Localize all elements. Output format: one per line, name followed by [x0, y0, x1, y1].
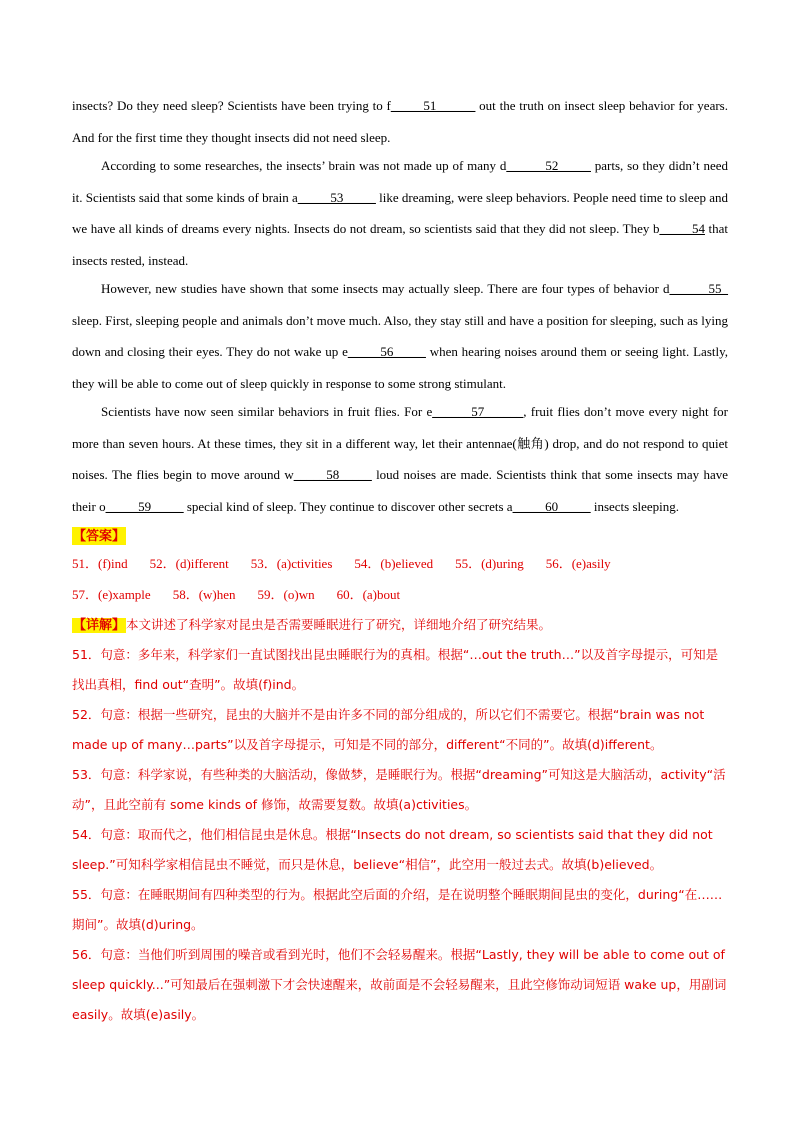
blank-54: _____54 — [659, 221, 705, 236]
explanation-item-52: 52．句意：根据一些研究，昆虫的大脑并不是由许多不同的部分组成的，所以它们不需要它。根据“brain was not made up of many…parts”以及首字母提示，可知是不同的部分，different“不同的”。故填(d)ifferent。 — [72, 707, 705, 752]
explanation-item-53: 53．句意：科学家说，有些种类的大脑活动，像做梦，是睡眠行为。根据“dreaming”可知这是大脑活动，activity“活动”，且此空前有 some kinds of 修饰，故需要复数。故填(a)ctivities。 — [72, 767, 726, 812]
explanation-item-55: 55．句意：在睡眠期间有四种类型的行为。根据此空后面的介绍，是在说明整个睡眠期间昆虫的变化，during“在……期间”。故填(d)uring。 — [72, 887, 723, 932]
blank-52: ______52_____ — [506, 158, 591, 173]
blank-60: _____60_____ — [512, 498, 591, 514]
blank-59: _____59_____ — [105, 498, 184, 514]
passage-text: sleep. First, sleeping people and animals don’t move much. Also, they stay still and have a position for sleeping, such as lying down and closing their eyes. They do not wake up e — [72, 312, 728, 359]
passage-text: that insects rested, instead. — [72, 221, 729, 268]
passage-text: Scientists have now seen similar behaviors in fruit flies. For e — [101, 404, 433, 419]
answer-item: 52．(d)ifferent — [149, 556, 229, 571]
blank-53: _____53_____ — [297, 189, 376, 205]
passage-text: , fruit flies don’t move every night for more than seven hours. At these times, they sit in a different way, let their antennae(触角) drop, and do not respond to quiet noises. The flies begin to move around w — [72, 404, 728, 482]
passage-text: According to some researches, the insects’ brain was not made up of many d — [101, 158, 507, 173]
explanation-item-54: 54．句意：取而代之，他们相信昆虫是休息。根据“Insects do not dream, so scientists said that they did not sleep.”可知科学家相信昆虫不睡觉，而只是休息，believe“相信”，此空用一般过去式。故填(b)elieved。 — [72, 827, 713, 872]
blank-55: ______55_ — [669, 281, 728, 296]
passage-text: when hearing noises around them or seeing light. Lastly, they will be able to come out of sleep quickly in response to some strong stimulant. — [72, 344, 729, 391]
answer-list — [72, 548, 732, 610]
explanation-intro-text: 本文讲述了科学家对昆虫是否需要睡眠进行了研究，详细地介绍了研究结果。 — [126, 617, 552, 632]
answer-label: 【答案】 — [73, 528, 126, 543]
passage-text: parts, so they didn’t need it. Scientists said that some kinds of brain a — [72, 158, 728, 205]
explanation-intro — [72, 610, 728, 640]
passage-text: insects? Do they need sleep? Scientists have been trying to f — [72, 98, 391, 113]
passage-text: However, new studies have shown that some insects may actually sleep. There are four types of behavior d — [101, 281, 670, 296]
answer-item: 55．(d)uring — [455, 556, 524, 571]
answer-item: 53．(a)ctivities — [250, 556, 333, 571]
passage-text: like dreaming, were sleep behaviors. People need time to sleep and we have all kinds of dreams every nights. Insects do not dream, so scientists said that they did not sleep. They b — [72, 189, 729, 236]
answer-item: 58．(w)hen — [172, 587, 236, 602]
passage-text: insects sleeping. — [590, 498, 680, 514]
answer-item: 59．(o)wn — [257, 587, 315, 602]
blank-51: _____51______ — [390, 98, 476, 113]
answer-item: 54．(b)elieved — [354, 556, 434, 571]
answer-item: 60．(a)bout — [336, 587, 401, 602]
passage-text: loud noises are made. Scientists think that some insects may have their o — [72, 467, 728, 514]
explanation-item-51: 51．句意：多年来，科学家们一直试图找出昆虫睡眠行为的真相。根据“…out the truth…”以及首字母提示，可知是找出真相，find out“查明”。故填(f)ind。 — [72, 647, 719, 692]
passage-paragraph-1 — [72, 90, 728, 153]
answer-item: 56．(e)asily — [545, 556, 611, 571]
passage-text: special kind of sleep. They continue to discover other secrets a — [183, 498, 513, 514]
answer-item: 51．(f)ind — [72, 556, 128, 571]
passage-text: out the truth on insect sleep behavior for years. And for the first time they thought insects did not need sleep. — [72, 98, 728, 145]
passage-paragraph-4 — [72, 396, 728, 522]
answer-item: 57．(e)xample — [72, 587, 151, 602]
blank-57: ______57______ — [432, 404, 524, 419]
passage-paragraph-3 — [72, 273, 728, 399]
explanation-item-56: 56．句意：当他们听到周围的噪音或看到光时，他们不会轻易醒来。根据“Lastly, they will be able to come out of sleep quickly...”可知最后在强刺激下才会快速醒来，故前面是不会轻易醒来，且此空修饰动词短语 wake up，用副词 easily。故填(e)asily。 — [72, 947, 727, 1022]
blank-56: _____56_____ — [347, 344, 426, 359]
blank-58: _____58_____ — [293, 467, 372, 482]
passage-paragraph-2 — [72, 150, 728, 276]
explanation-label: 【详解】 — [73, 618, 126, 633]
